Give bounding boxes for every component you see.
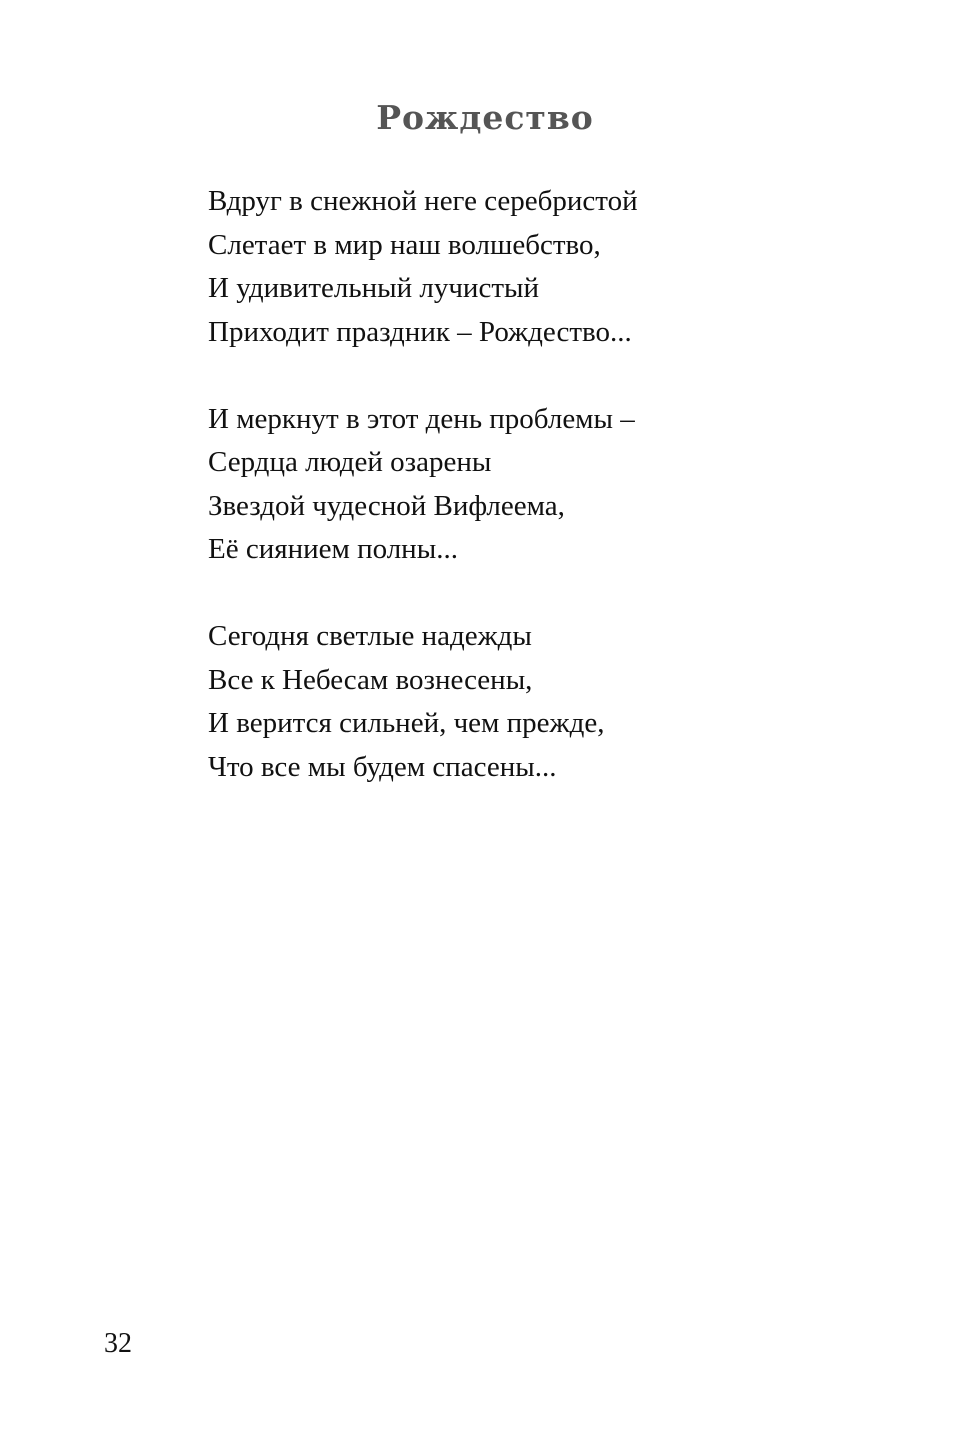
poem-line: Сегодня светлые надежды bbox=[208, 620, 532, 652]
poem-line: И меркнут в этот день проблемы – bbox=[208, 402, 635, 435]
stanza-1 bbox=[208, 180, 638, 354]
poem-line: Что все мы будем спасены... bbox=[208, 750, 557, 783]
poem-title: Рождество bbox=[376, 98, 594, 137]
stanza-2 bbox=[208, 398, 638, 572]
stanza-3 bbox=[208, 615, 638, 789]
poem-line: Вдруг в снежной неге серебристой bbox=[208, 185, 638, 217]
poem-line: Все к Небесам вознесены, bbox=[208, 663, 533, 696]
poem-line: Слетает в мир наш волшебство, bbox=[208, 228, 601, 261]
poem-line: Сердца людей озарены bbox=[208, 446, 492, 478]
poem-line: И удивительный лучистый bbox=[208, 272, 539, 304]
poem-body bbox=[208, 180, 638, 833]
poem-line: Звездой чудесной Вифлеема, bbox=[208, 489, 565, 522]
page-number: 32 bbox=[104, 1328, 132, 1359]
poem-line: И верится сильней, чем прежде, bbox=[208, 707, 605, 739]
poem-line: Приходит праздник – Рождество... bbox=[208, 315, 632, 348]
poem-line: Её сиянием полны... bbox=[208, 533, 458, 565]
